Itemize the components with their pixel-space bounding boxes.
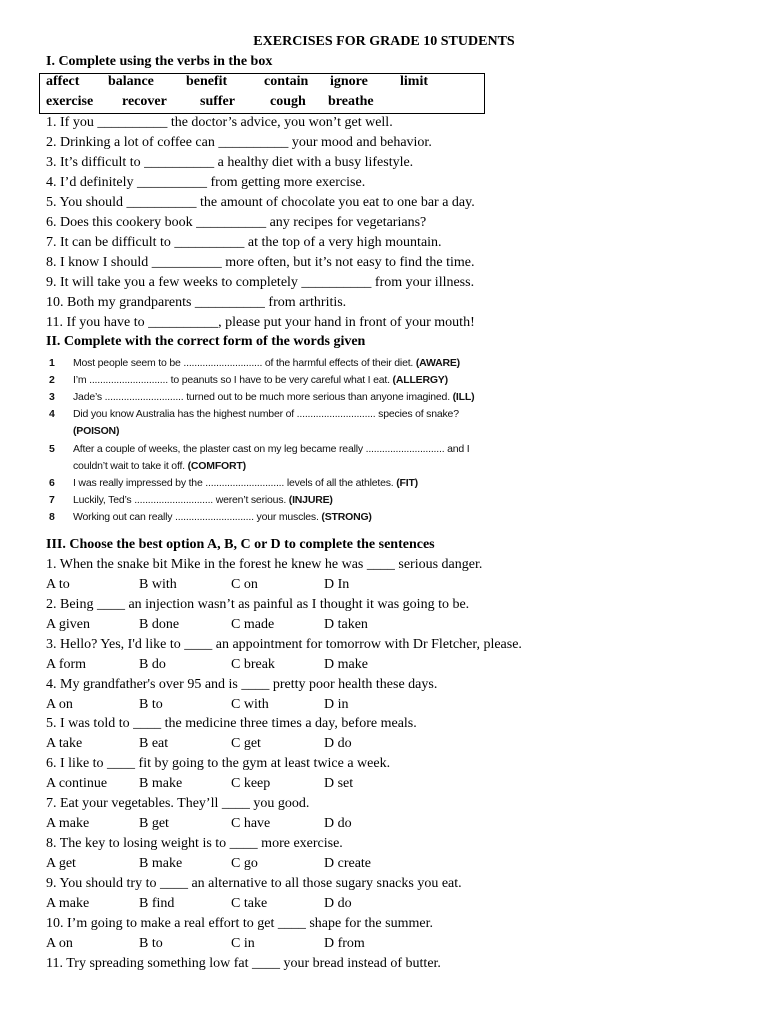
- exercise-sentence: 10. Both my grandparents __________ from arthritis.: [46, 295, 347, 310]
- exercise-sentence: 9. It will take you a few weeks to completely __________ from your illness.: [46, 275, 475, 290]
- mc-option-c: C in: [231, 936, 255, 951]
- exercise-sentence: 3. It’s difficult to __________ a healthy diet with a busy lifestyle.: [46, 155, 414, 170]
- verb-word: breathe: [328, 94, 374, 109]
- mc-option-b: B find: [139, 896, 175, 911]
- mc-option-d: D in: [324, 697, 349, 712]
- verb-word: contain: [264, 74, 309, 89]
- mc-option-d: D do: [324, 896, 352, 911]
- mc-question: 2. Being ____ an injection wasn’t as painful as I thought it was going to be.: [46, 597, 470, 612]
- verb-word: affect: [46, 74, 80, 89]
- mc-option-d: D do: [324, 736, 352, 751]
- exercise-sentence: 6. Does this cookery book __________ any recipes for vegetarians?: [46, 215, 427, 230]
- mc-option-b: B do: [139, 657, 166, 672]
- word-form-item: I was really impressed by the ............................. levels of all the athletes. (FIT): [73, 477, 418, 489]
- exercise-sentence: 11. If you have to __________, please put your hand in front of your mouth!: [46, 315, 475, 330]
- mc-question: 7. Eat your vegetables. They’ll ____ you good.: [46, 796, 310, 811]
- verb-word: balance: [108, 74, 154, 89]
- mc-question: 1. When the snake bit Mike in the forest he knew he was ____ serious danger.: [46, 557, 483, 572]
- mc-question: 6. I like to ____ fit by going to the gym at least twice a week.: [46, 756, 391, 771]
- mc-option-d: D taken: [324, 617, 368, 632]
- verb-word: recover: [122, 94, 167, 109]
- mc-option-b: B to: [139, 697, 163, 712]
- mc-question: 5. I was told to ____ the medicine three times a day, before meals.: [46, 716, 417, 731]
- item-number: 6: [49, 477, 55, 489]
- exercise-sentence: 8. I know I should __________ more often, but it’s not easy to find the time.: [46, 255, 475, 270]
- word-form-item: Most people seem to be ............................. of the harmful effects of their diet. (AWARE): [73, 357, 460, 369]
- mc-question: 9. You should try to ____ an alternative to all those sugary snacks you eat.: [46, 876, 462, 891]
- word-form-item: After a couple of weeks, the plaster cast on my leg became really ............................. and I: [73, 443, 470, 455]
- mc-question: 3. Hello? Yes, I'd like to ____ an appointment for tomorrow with Dr Fletcher, please.: [46, 637, 522, 652]
- mc-option-b: B with: [139, 577, 177, 592]
- mc-option-a: A get: [46, 856, 76, 871]
- mc-option-d: D make: [324, 657, 368, 672]
- mc-option-c: C have: [231, 816, 271, 831]
- item-number: 3: [49, 391, 55, 403]
- mc-option-c: C take: [231, 896, 268, 911]
- mc-option-b: B get: [139, 816, 169, 831]
- mc-option-a: A take: [46, 736, 83, 751]
- mc-option-a: A form: [46, 657, 87, 672]
- exercise-sentence: 7. It can be difficult to __________ at the top of a very high mountain.: [46, 235, 442, 250]
- mc-option-d: D from: [324, 936, 365, 951]
- mc-option-b: B make: [139, 856, 183, 871]
- verb-word: suffer: [200, 94, 235, 109]
- exercise-sentence: 4. I’d definitely __________ from getting more exercise.: [46, 175, 366, 190]
- mc-option-a: A on: [46, 936, 73, 951]
- mc-option-c: C go: [231, 856, 258, 871]
- exercise-sentence: 5. You should __________ the amount of chocolate you eat to one bar a day.: [46, 195, 475, 210]
- mc-option-d: D do: [324, 816, 352, 831]
- mc-question: 11. Try spreading something low fat ____ your bread instead of butter.: [46, 956, 441, 971]
- verb-word: benefit: [186, 74, 228, 89]
- mc-option-a: A given: [46, 617, 90, 632]
- section3-heading: III. Choose the best option A, B, C or D to complete the sentences: [46, 537, 435, 552]
- mc-option-c: C keep: [231, 776, 271, 791]
- mc-option-c: C on: [231, 577, 258, 592]
- mc-option-a: A continue: [46, 776, 108, 791]
- word-form-item: I’m ............................. to peanuts so I have to be very careful what I eat. (ALLERGY): [73, 374, 448, 386]
- mc-option-a: A make: [46, 896, 90, 911]
- mc-option-a: A make: [46, 816, 90, 831]
- page-title: EXERCISES FOR GRADE 10 STUDENTS: [253, 34, 515, 49]
- mc-option-d: D set: [324, 776, 354, 791]
- mc-option-d: D create: [324, 856, 372, 871]
- verb-word: cough: [270, 94, 306, 109]
- exercise-sentence: 2. Drinking a lot of coffee can __________ your mood and behavior.: [46, 135, 432, 150]
- item-number: 5: [49, 443, 55, 455]
- mc-option-d: D In: [324, 577, 350, 592]
- mc-option-c: C break: [231, 657, 275, 672]
- verb-word: ignore: [330, 74, 368, 89]
- mc-option-b: B to: [139, 936, 163, 951]
- mc-question: 4. My grandfather's over 95 and is ____ pretty poor health these days.: [46, 677, 438, 692]
- word-form-item: Working out can really ............................. your muscles. (STRONG): [73, 511, 372, 523]
- mc-question: 10. I’m going to make a real effort to get ____ shape for the summer.: [46, 916, 433, 931]
- mc-option-b: B done: [139, 617, 180, 632]
- verb-word: exercise: [46, 94, 94, 109]
- mc-option-b: B make: [139, 776, 183, 791]
- exercise-sentence: 1. If you __________ the doctor’s advice, you won’t get well.: [46, 115, 393, 130]
- mc-option-c: C made: [231, 617, 275, 632]
- mc-option-c: C get: [231, 736, 261, 751]
- word-form-item-continued: couldn’t wait to take it off. (COMFORT): [73, 460, 246, 472]
- word-form-item-cue: (POISON): [73, 425, 120, 437]
- mc-option-a: A on: [46, 697, 73, 712]
- item-number: 2: [49, 374, 55, 386]
- word-form-item: Jade’s ............................. turned out to be much more serious than anyone imagined. (ILL): [73, 391, 475, 403]
- item-number: 8: [49, 511, 55, 523]
- mc-option-b: B eat: [139, 736, 169, 751]
- section2-heading: II. Complete with the correct form of the words given: [46, 334, 366, 349]
- mc-option-c: C with: [231, 697, 269, 712]
- word-form-item: Luckily, Ted’s ............................. weren’t serious. (INJURE): [73, 494, 333, 506]
- item-number: 4: [49, 408, 55, 420]
- section1-heading: I. Complete using the verbs in the box: [46, 54, 273, 69]
- item-number: 1: [49, 357, 55, 369]
- word-form-item: Did you know Australia has the highest number of ............................. species of snake?: [73, 408, 459, 420]
- mc-option-a: A to: [46, 577, 70, 592]
- mc-question: 8. The key to losing weight is to ____ more exercise.: [46, 836, 343, 851]
- verb-word: limit: [400, 74, 428, 89]
- item-number: 7: [49, 494, 55, 506]
